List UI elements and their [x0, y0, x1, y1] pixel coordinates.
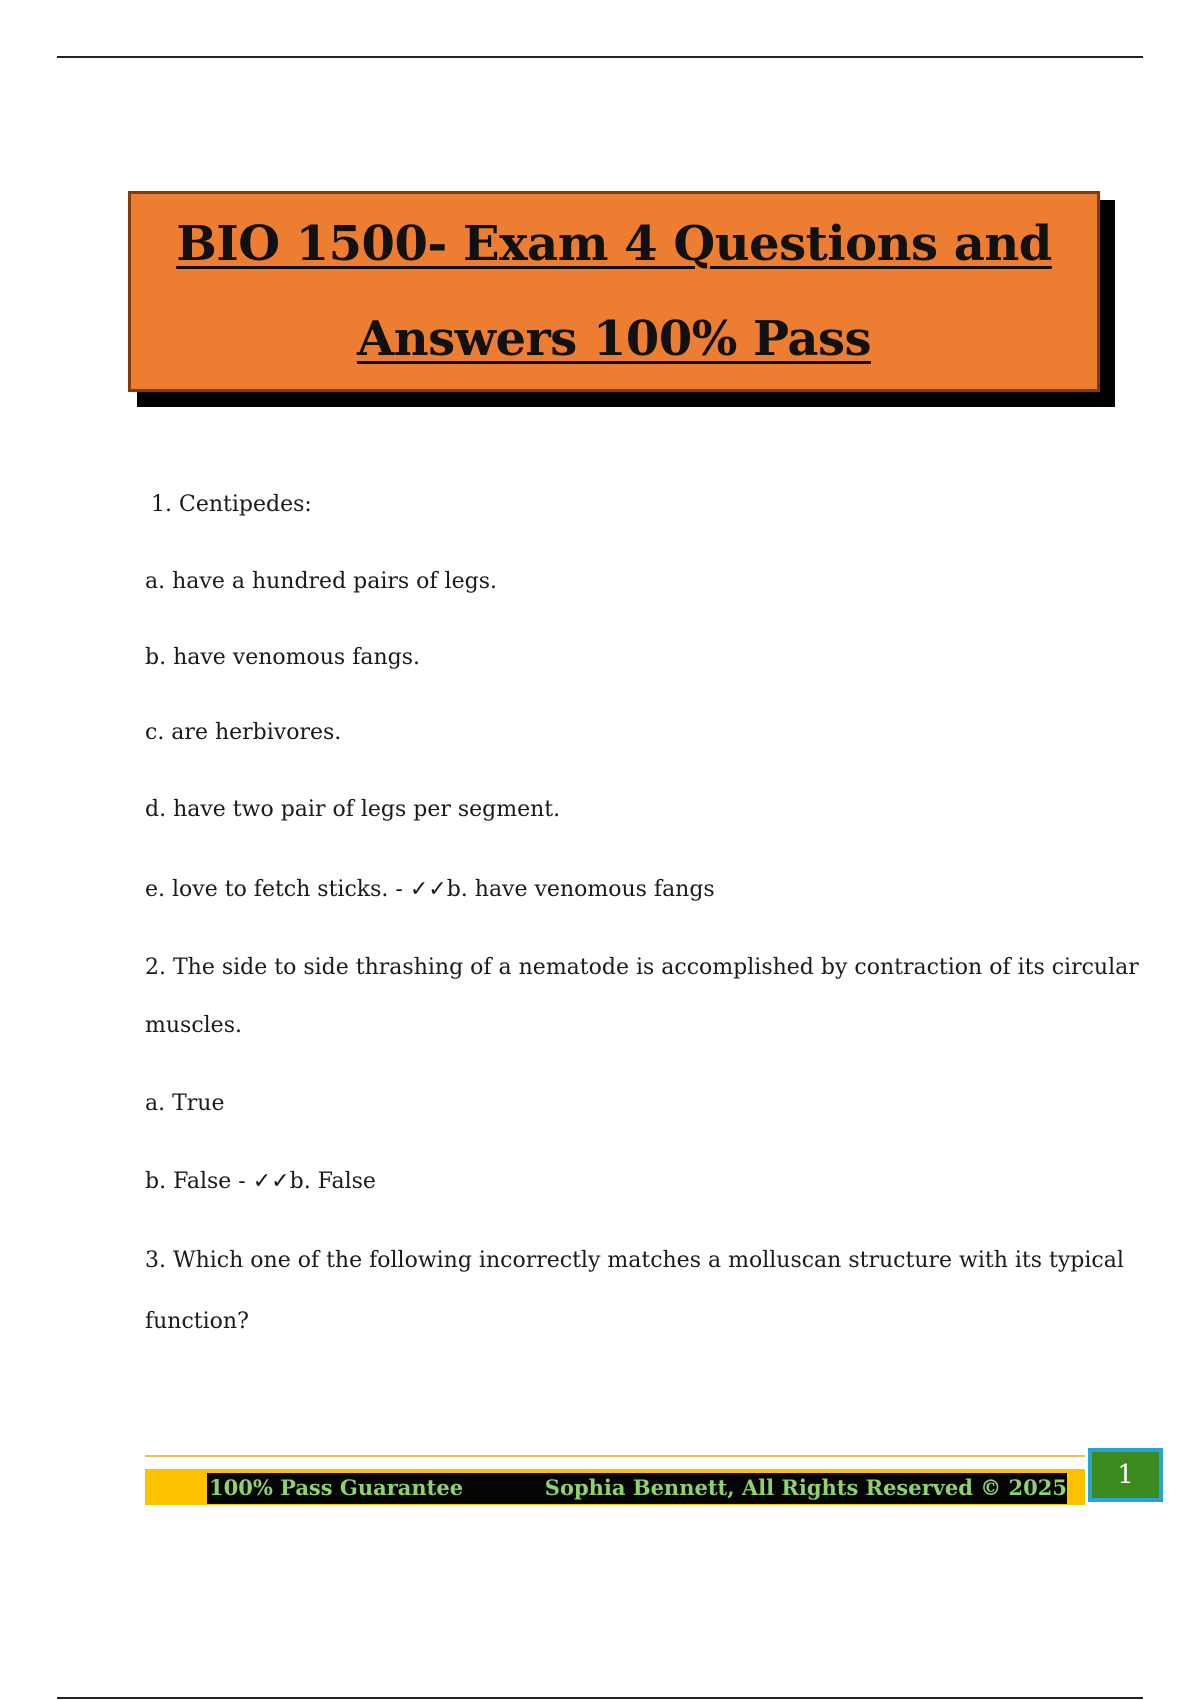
question-1-option-b: b. have venomous fangs. [145, 645, 421, 670]
title-box [128, 191, 1100, 392]
check-mark-icon: ✓✓ [409, 877, 447, 902]
question-1-option-c: c. are herbivores. [145, 720, 342, 745]
question-1-option-e [145, 877, 715, 902]
question-2-prompt-line-2: muscles. [145, 1013, 242, 1038]
document-title-line-2: Answers 100% Pass [356, 310, 871, 367]
question-2-option-b [145, 1169, 376, 1194]
question-1-option-e-text: e. love to fetch sticks. - [145, 877, 410, 902]
question-2-prompt-line-1: 2. The side to side thrashing of a nematode is accomplished by contraction of its circular [145, 955, 1139, 980]
bottom-rule [57, 1697, 1143, 1699]
question-2-option-a: a. True [145, 1091, 225, 1116]
footer-guarantee-text: 100% Pass Guarantee [209, 1475, 464, 1500]
question-1-prompt: 1. Centipedes: [151, 492, 312, 517]
question-3-prompt-line-2: function? [145, 1309, 249, 1334]
header-rule [57, 56, 1143, 58]
footer-rule [145, 1455, 1085, 1457]
question-2-option-b-text: b. False - [145, 1169, 253, 1194]
footer-copyright-text: Sophia Bennett, All Rights Reserved © 2025 [544, 1475, 1067, 1500]
question-1-option-a: a. have a hundred pairs of legs. [145, 569, 497, 594]
question-2-answer: b. False [289, 1169, 376, 1194]
page-number: 1 [1117, 1460, 1134, 1490]
question-1-answer: b. have venomous fangs [446, 877, 715, 902]
page-footer [145, 1455, 1085, 1505]
page-number-box [1088, 1448, 1163, 1502]
question-3-prompt-line-1: 3. Which one of the following incorrectly matches a molluscan structure with its typical [145, 1248, 1124, 1273]
question-1-option-d: d. have two pair of legs per segment. [145, 797, 561, 822]
document-title-line-1: BIO 1500- Exam 4 Questions and [176, 215, 1052, 272]
check-mark-icon: ✓✓ [252, 1169, 290, 1194]
